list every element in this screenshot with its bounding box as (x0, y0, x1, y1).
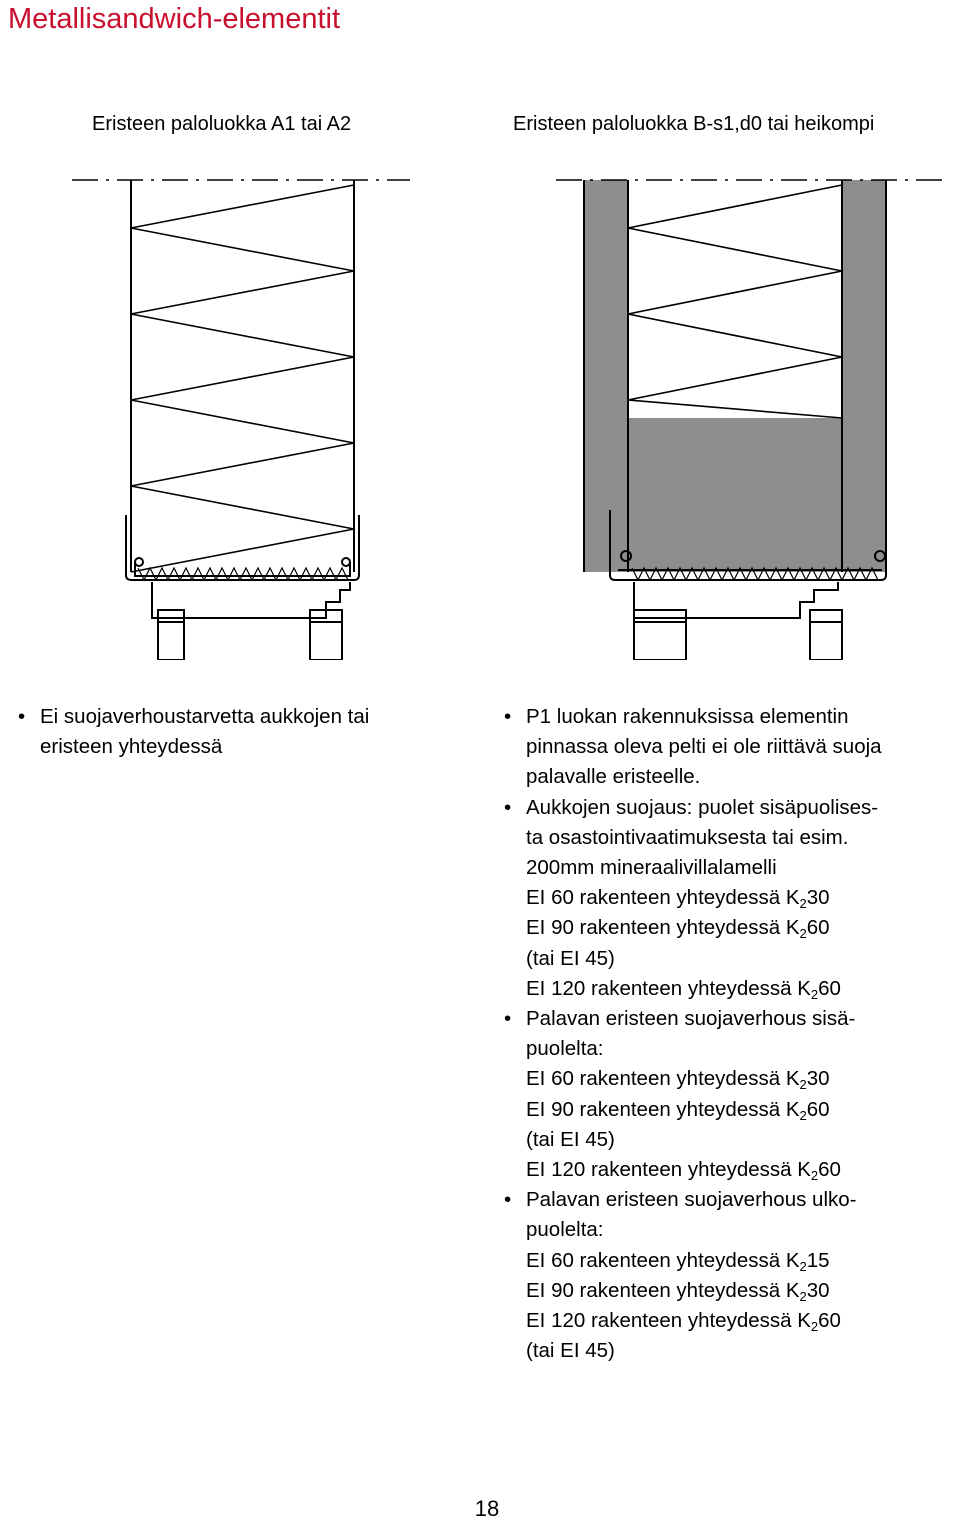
class-minutes: 60 (806, 916, 830, 940)
requirement-line (526, 1155, 960, 1185)
section-diagram-a1-a2 (60, 170, 420, 660)
left-requirements-list (14, 702, 454, 762)
requirement-line (526, 1095, 960, 1125)
bullet-text-line: ta osastointivaatimuksesta tai esim. (526, 825, 849, 849)
requirement-line (526, 1125, 960, 1155)
requirement-text: (tai EI 45) (526, 1127, 615, 1151)
class-subscript: 2 (810, 1168, 819, 1184)
bullet-item (500, 1185, 960, 1366)
requirement-line (526, 974, 960, 1004)
requirement-line (526, 1276, 960, 1306)
requirement-line (526, 913, 960, 943)
requirement-text: EI 120 rakenteen yhteydessä K (526, 1158, 811, 1182)
requirement-text: EI 120 rakenteen yhteydessä K (526, 976, 811, 1000)
class-minutes: 60 (818, 976, 841, 1000)
class-subscript: 2 (799, 1258, 807, 1274)
requirement-text: EI 90 rakenteen yhteydessä K (526, 916, 800, 940)
requirement-text: (tai EI 45) (526, 946, 615, 970)
right-requirements-list (500, 702, 960, 1366)
class-subscript: 2 (799, 1107, 807, 1123)
bullet-dot: • (504, 795, 512, 819)
right-column-heading: Eristeen paloluokka B-s1,d0 tai heikompi (513, 113, 875, 135)
requirement-line (526, 1336, 960, 1366)
class-subscript: 2 (810, 1319, 819, 1335)
requirement-line (526, 944, 960, 974)
bullet-text-line: Palavan eristeen suojaverhous ulko- (526, 1188, 857, 1212)
class-minutes: 60 (806, 1097, 830, 1121)
class-subscript: 2 (799, 926, 807, 942)
bullet-text-line: puolelta: (526, 1037, 604, 1061)
bullet-item (14, 702, 454, 762)
bullet-text-line: eristeen yhteydessä (40, 735, 223, 759)
bullet-item (500, 702, 960, 793)
class-subscript: 2 (810, 986, 819, 1002)
bullet-text-line: P1 luokan rakennuksissa elementin (526, 705, 849, 728)
section-diagram-b-s1-d0 (548, 170, 948, 660)
requirement-text: EI 90 rakenteen yhteydessä K (526, 1278, 800, 1302)
bullet-text-line: 200mm mineraalivillalamelli (526, 856, 777, 880)
bullet-text-line: pinnassa oleva pelti ei ole riittävä suoja (526, 735, 882, 759)
class-minutes: 30 (806, 1278, 830, 1302)
requirement-text: (tai EI 45) (526, 1339, 615, 1363)
class-minutes: 30 (806, 886, 830, 910)
bullet-dot: • (18, 705, 26, 728)
requirement-line (526, 1306, 960, 1336)
requirement-line (526, 1246, 960, 1276)
bullet-dot: • (504, 1188, 512, 1212)
class-minutes: 15 (806, 1248, 830, 1272)
class-minutes: 60 (818, 1309, 841, 1333)
class-subscript: 2 (799, 1288, 807, 1304)
bullet-text-line: palavalle eristeelle. (526, 765, 701, 789)
requirement-text: EI 60 rakenteen yhteydessä K (526, 1248, 800, 1272)
class-subscript: 2 (799, 896, 807, 912)
bullet-dot: • (504, 705, 512, 728)
bullet-text-line: Ei suojaverhoustarvetta aukkojen tai (40, 705, 370, 728)
requirement-text: EI 60 rakenteen yhteydessä K (526, 1067, 800, 1091)
bullet-text-line: Palavan eristeen suojaverhous sisä- (526, 1007, 856, 1031)
bullet-item (500, 793, 960, 1004)
requirement-text: EI 60 rakenteen yhteydessä K (526, 886, 800, 910)
bullet-text-line: Aukkojen suojaus: puolet sisäpuolises- (526, 795, 879, 819)
class-subscript: 2 (799, 1077, 807, 1093)
bullet-text-line: puolelta: (526, 1218, 604, 1242)
class-minutes: 60 (818, 1158, 841, 1182)
class-minutes: 30 (806, 1067, 830, 1091)
requirement-text: EI 120 rakenteen yhteydessä K (526, 1309, 811, 1333)
page-number: 18 (474, 1496, 500, 1521)
bullet-item (500, 1004, 960, 1185)
requirement-line (526, 883, 960, 913)
page-title: Metallisandwich-elementit (8, 3, 341, 35)
left-column-heading: Eristeen paloluokka A1 tai A2 (92, 113, 352, 135)
bullet-dot: • (504, 1007, 512, 1031)
requirement-line (526, 1064, 960, 1094)
requirement-text: EI 90 rakenteen yhteydessä K (526, 1097, 800, 1121)
